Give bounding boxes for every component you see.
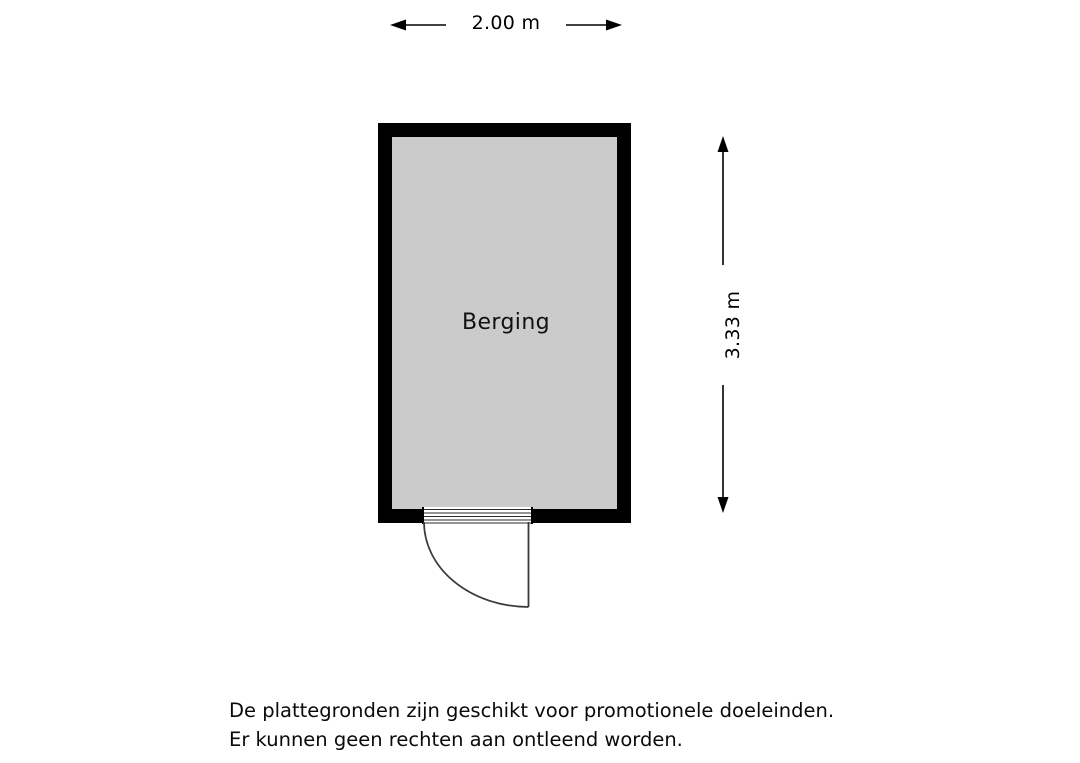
door-opening	[422, 507, 533, 524]
room-label-berging: Berging	[461, 310, 551, 335]
width-dimension-label: 2.00 m	[446, 12, 566, 34]
height-dimension-label: 3.33 m	[673, 265, 793, 385]
disclaimer-line-2: Er kunnen geen rechten aan ontleend worden.	[229, 728, 683, 751]
disclaimer-line-1: De plattegronden zijn geschikt voor promotionele doeleinden.	[229, 699, 835, 722]
door-swing	[424, 522, 529, 607]
disclaimer-text	[229, 696, 929, 754]
